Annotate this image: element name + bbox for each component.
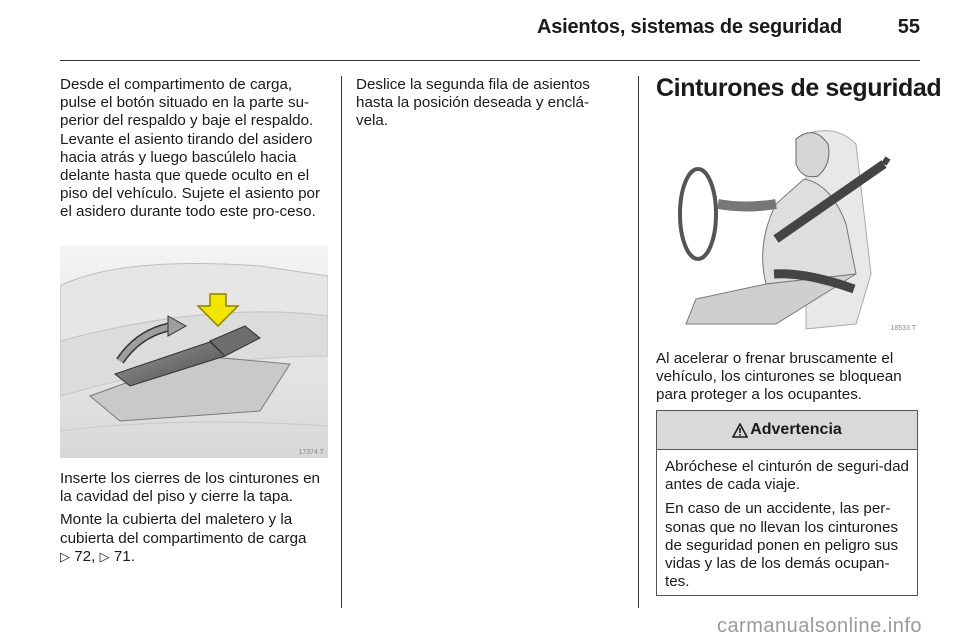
column-1-lower — [60, 470, 330, 566]
instruction-paragraph: Inserte los cierres de los cinturones en la cavidad del piso y cierre la tapa. — [60, 470, 321, 506]
column-1 — [60, 76, 330, 222]
warning-header — [657, 411, 917, 450]
warning-body — [657, 450, 917, 591]
instruction-paragraph: Al acelerar o frenar bruscamente el vehículo, los cinturones se bloquean para proteger a los ocupantes. — [656, 350, 902, 404]
instruction-paragraph: Desde el compartimento de carga, pulse el botón situado en la parte su-perior del respaldo y baje el respaldo. Levante el asiento tirando del asidero hacia atrás y luego bascúlelo hacia delante hasta que quede oculto en el piso del vehículo. Sujete el asiento por el asidero durante todo este pro-ceso. — [60, 76, 321, 221]
arrow-reference-icon: ▷ — [60, 548, 70, 564]
figure-number: 17374 T — [298, 449, 324, 456]
column-2 — [356, 76, 618, 131]
column-divider-2 — [638, 76, 639, 608]
page-number: 55 — [897, 16, 920, 38]
warning-paragraph: Abróchese el cinturón de seguri-dad antes de cada viaje. — [665, 458, 909, 494]
warning-title: Advertencia — [750, 421, 842, 438]
seat-folding-illustration — [60, 246, 328, 458]
column-divider-1 — [341, 76, 342, 608]
instruction-paragraph — [60, 511, 330, 566]
instruction-text: Monte la cubierta del maletero y la cubierta del compartimento de carga — [60, 511, 307, 547]
instruction-paragraph: Deslice la segunda fila de asientos hasta la posición deseada y enclá-vela. — [356, 76, 590, 130]
figure-number: 18533 T — [890, 325, 916, 332]
warning-box — [656, 410, 918, 596]
site-watermark: carmanualsonline.info — [716, 615, 922, 637]
column-3 — [656, 350, 920, 405]
page-header-title: Asientos, sistemas de seguridad — [536, 16, 842, 38]
figure-seatbelt-driver — [656, 124, 920, 334]
seatbelt-driver-illustration — [656, 124, 920, 334]
arrow-reference-icon: ▷ — [99, 548, 110, 564]
warning-paragraph: En caso de un accidente, las per-sonas que no llevan los cinturones de seguridad ponen en peligro sus vidas y las de los demás ocupan-tes. — [665, 500, 899, 591]
page-reference[interactable]: 72, — [74, 547, 96, 565]
page-reference[interactable]: 71. — [113, 547, 135, 565]
figure-seat-folding — [60, 246, 328, 458]
section-title: Cinturones de seguridad — [656, 74, 942, 102]
warning-triangle-icon — [732, 423, 748, 438]
header-divider — [60, 60, 920, 61]
